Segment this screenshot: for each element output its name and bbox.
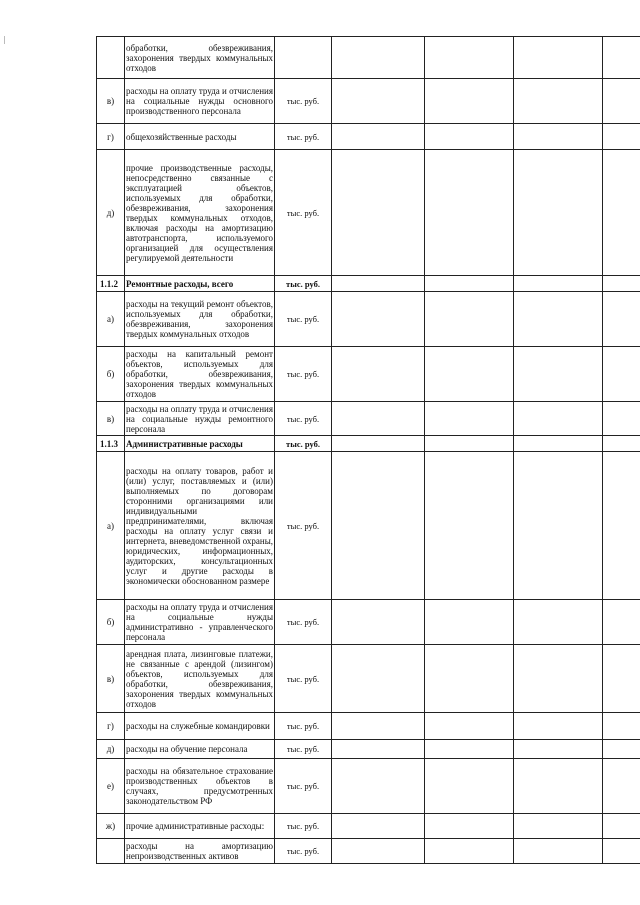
value-cell: [603, 645, 640, 713]
section-row: [97, 276, 640, 292]
value-cell: [332, 452, 425, 600]
value-cell: [332, 839, 425, 864]
row-number: б): [97, 347, 125, 402]
value-cell: [425, 436, 514, 452]
table-row: [97, 402, 640, 436]
value-cell: [425, 645, 514, 713]
value-cell: [603, 814, 640, 839]
value-cell: [425, 150, 514, 276]
value-cell: [332, 600, 425, 645]
row-number: д): [97, 150, 125, 276]
value-cell: [514, 276, 603, 292]
row-number: а): [97, 452, 125, 600]
row-unit: тыс. руб.: [275, 452, 332, 600]
value-cell: [332, 814, 425, 839]
value-cell: [514, 814, 603, 839]
value-cell: [514, 713, 603, 740]
value-cell: [603, 124, 640, 150]
row-number: 1.1.3: [97, 436, 125, 452]
row-unit: тыс. руб.: [275, 150, 332, 276]
value-cell: [332, 276, 425, 292]
row-description: расходы на текущий ремонт объектов, используемых для обработки, обезвреживания, захоронения твердых коммунальных отходов: [125, 292, 275, 347]
value-cell: [514, 839, 603, 864]
row-number: в): [97, 402, 125, 436]
value-cell: [514, 37, 603, 79]
row-unit: тыс. руб.: [275, 814, 332, 839]
table-row: [97, 150, 640, 276]
row-unit: тыс. руб.: [275, 600, 332, 645]
row-description: расходы на оплату труда и отчисления на социальные нужды основного производственного персонала: [125, 79, 275, 124]
value-cell: [425, 600, 514, 645]
scan-mark: [4, 36, 5, 44]
row-number: д): [97, 740, 125, 759]
value-cell: [425, 292, 514, 347]
row-unit: тыс. руб.: [275, 402, 332, 436]
row-description: Административные расходы: [125, 436, 275, 452]
row-description: расходы на оплату труда и отчисления на социальные нужды ремонтного персонала: [126, 403, 273, 434]
row-unit: [275, 37, 332, 79]
value-cell: [603, 402, 640, 436]
value-cell: [514, 436, 603, 452]
value-cell: [332, 150, 425, 276]
value-cell: [514, 759, 603, 814]
row-number: г): [97, 124, 125, 150]
row-number: ж): [97, 814, 125, 839]
value-cell: [514, 402, 603, 436]
row-description: прочие административные расходы:: [125, 814, 275, 839]
table-row: [97, 37, 640, 79]
row-unit: тыс. руб.: [275, 292, 332, 347]
value-cell: [514, 645, 603, 713]
value-cell: [332, 759, 425, 814]
value-cell: [603, 276, 640, 292]
cost-table: [96, 36, 640, 864]
row-number: г): [97, 713, 125, 740]
table-row: [97, 645, 640, 713]
value-cell: [514, 452, 603, 600]
row-unit: тыс. руб.: [275, 347, 332, 402]
row-unit: тыс. руб.: [275, 124, 332, 150]
table-row: [97, 740, 640, 759]
row-number: [97, 839, 125, 864]
value-cell: [332, 402, 425, 436]
table-row: [97, 713, 640, 740]
section-row: [97, 436, 640, 452]
row-unit: тыс. руб.: [275, 713, 332, 740]
value-cell: [332, 645, 425, 713]
row-unit: тыс. руб.: [275, 759, 332, 814]
value-cell: [332, 37, 425, 79]
table-row: [97, 292, 640, 347]
value-cell: [514, 347, 603, 402]
row-description: арендная плата, лизинговые платежи, не связанные с арендой (лизингом) объектов, используемых для обработки, обезвреживания, захоронения твердых коммунальных отходов: [125, 645, 275, 713]
table-row: [97, 452, 640, 600]
value-cell: [425, 713, 514, 740]
value-cell: [603, 347, 640, 402]
value-cell: [425, 276, 514, 292]
value-cell: [425, 759, 514, 814]
table-row: [97, 839, 640, 864]
value-cell: [425, 124, 514, 150]
value-cell: [603, 436, 640, 452]
value-cell: [514, 292, 603, 347]
value-cell: [332, 292, 425, 347]
value-cell: [603, 452, 640, 600]
value-cell: [332, 713, 425, 740]
row-description: расходы на служебные командировки: [125, 713, 275, 740]
row-number: 1.1.2: [97, 276, 125, 292]
value-cell: [514, 740, 603, 759]
value-cell: [514, 124, 603, 150]
value-cell: [332, 347, 425, 402]
value-cell: [425, 402, 514, 436]
value-cell: [425, 37, 514, 79]
row-unit: тыс. руб.: [275, 839, 332, 864]
row-number: б): [97, 600, 125, 645]
value-cell: [514, 79, 603, 124]
table-row: [97, 347, 640, 402]
row-description: расходы на капитальный ремонт объектов, используемых для обработки, обезвреживания, захоронения твердых коммунальных отходов: [125, 347, 275, 402]
row-description: прочие производственные расходы, непосредственно связанные с эксплуатацией объектов, используемых для обработки, обезвреживания, захоронения твердых коммунальных отходов, включая расходы на амортизацию автотранспорта, используемого организацией для осуществления регулируемой деятельности: [125, 150, 275, 276]
row-unit: тыс. руб.: [275, 436, 332, 452]
row-description: расходы на обязательное страхование производственных объектов в случаях, предусмотренных законодательством РФ: [125, 759, 275, 814]
table-row: [97, 814, 640, 839]
value-cell: [425, 814, 514, 839]
value-cell: [332, 79, 425, 124]
value-cell: [603, 839, 640, 864]
value-cell: [514, 600, 603, 645]
value-cell: [603, 79, 640, 124]
value-cell: [514, 150, 603, 276]
row-number: [97, 37, 125, 79]
row-unit: тыс. руб.: [275, 740, 332, 759]
value-cell: [603, 740, 640, 759]
value-cell: [332, 740, 425, 759]
row-number: а): [97, 292, 125, 347]
value-cell: [332, 124, 425, 150]
row-number: в): [97, 645, 125, 713]
row-description: расходы на обучение персонала: [125, 740, 275, 759]
value-cell: [603, 600, 640, 645]
row-unit: тыс. руб.: [275, 79, 332, 124]
row-description: расходы на оплату товаров, работ и (или) услуг, поставляемых и (или) выполняемых по договорам сторонними организациями или индивидуальными предпринимателями, включая расходы на оплату услуг связи и интернета, вневедомственной охраны, юридических, информационных, аудиторских, консультационных услуг и другие расходы в экономически обоснованном размере: [125, 452, 275, 600]
value-cell: [603, 37, 640, 79]
value-cell: [425, 347, 514, 402]
table-row: [97, 124, 640, 150]
row-description: Ремонтные расходы, всего: [125, 276, 275, 292]
table-row: [97, 759, 640, 814]
table-row: [97, 600, 640, 645]
value-cell: [425, 452, 514, 600]
value-cell: [425, 79, 514, 124]
row-description: расходы на амортизацию непроизводственных активов: [125, 839, 275, 864]
row-unit: тыс. руб.: [275, 276, 332, 292]
value-cell: [425, 839, 514, 864]
row-description: расходы на оплату труда и отчисления на социальные нужды административно - управленческого персонала: [125, 600, 275, 645]
row-unit: тыс. руб.: [275, 645, 332, 713]
value-cell: [603, 292, 640, 347]
value-cell: [603, 713, 640, 740]
value-cell: [332, 436, 425, 452]
row-description: общехозяйственные расходы: [125, 124, 275, 150]
table-row: [97, 79, 640, 124]
value-cell: [603, 150, 640, 276]
value-cell: [603, 759, 640, 814]
row-number: е): [97, 759, 125, 814]
row-description: обработки, обезвреживания, захоронения твердых коммунальных отходов: [125, 37, 275, 79]
row-number: в): [97, 79, 125, 124]
value-cell: [425, 740, 514, 759]
